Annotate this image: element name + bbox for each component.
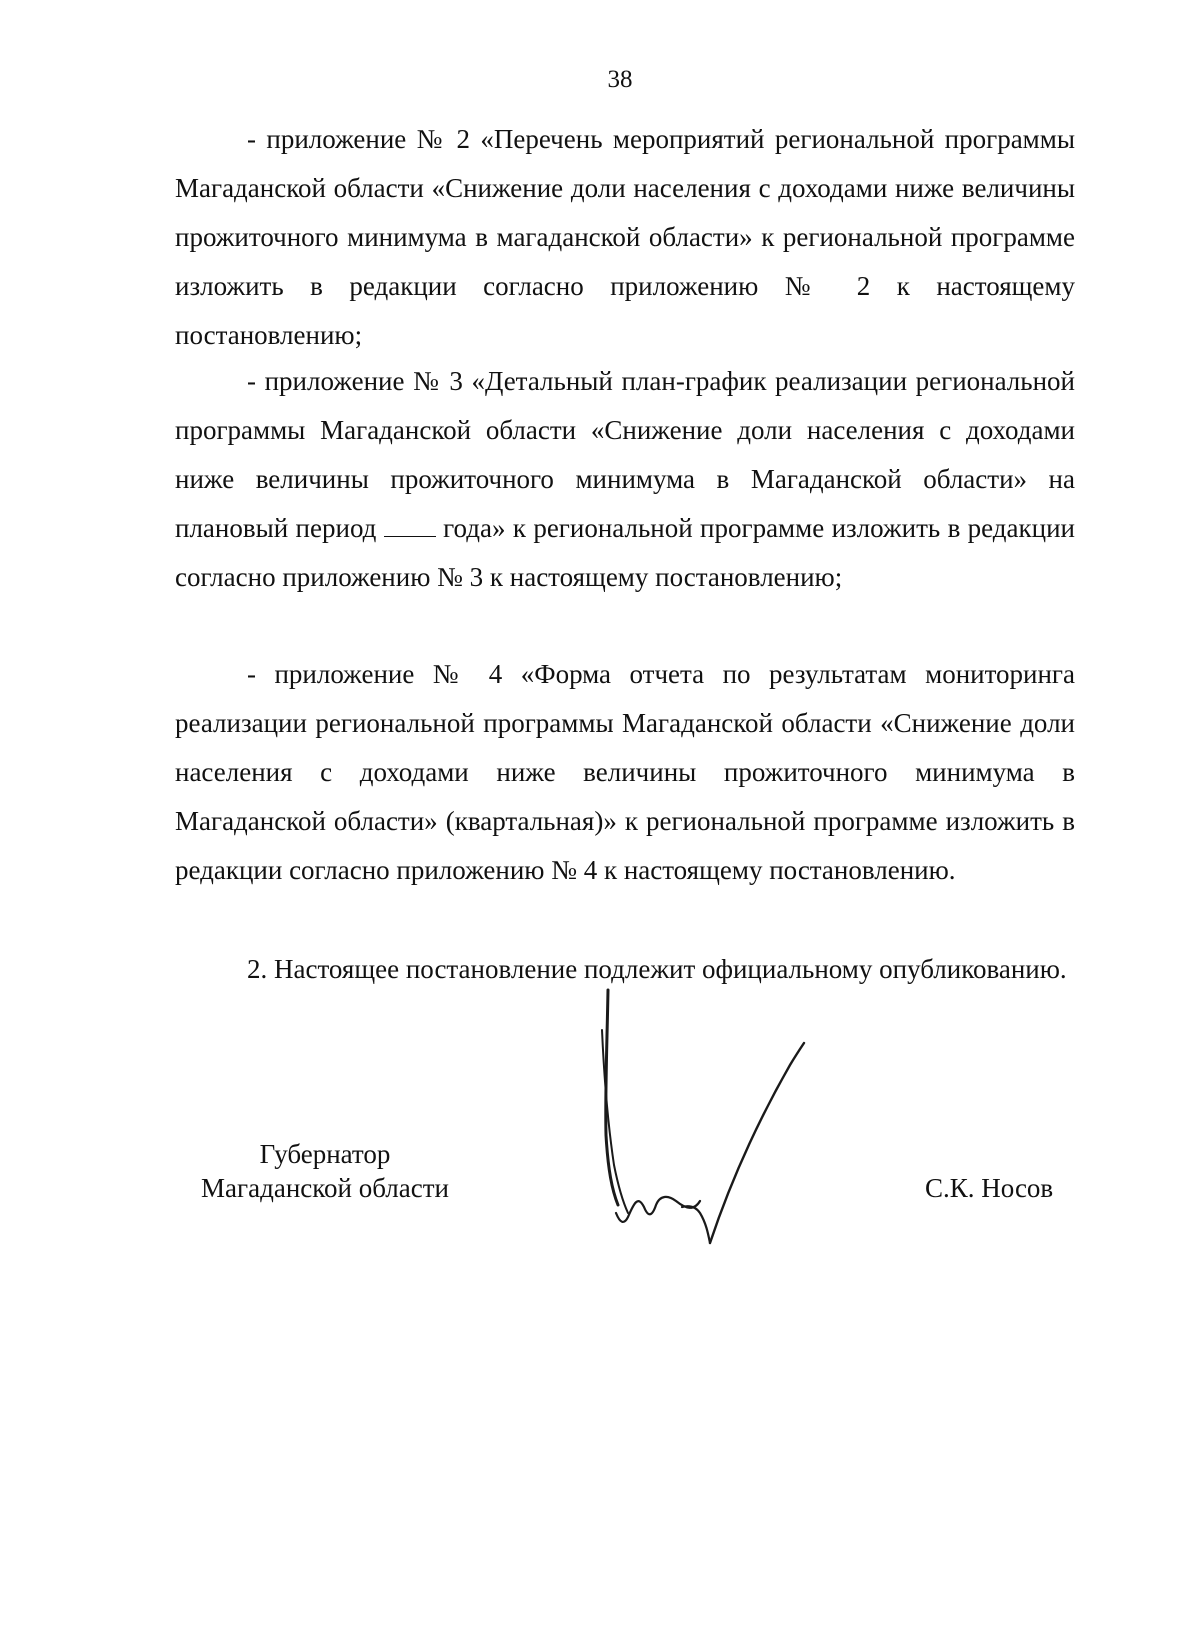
page-number: 38 <box>607 66 633 93</box>
paragraph-appendix-4: - приложение № 4 «Форма отчета по результатам мониторинга реализации региональной программы Магаданской области «Снижение доли населения с доходами ниже величины прожиточного минимума в Магаданской области» (квартальная)» к региональной программе изложить в редакции согласно приложению № 4 к настоящему постановлению. <box>175 659 1075 885</box>
paragraph-appendix-2: - приложение № 2 «Перечень мероприятий региональной программы Магаданской области «Снижение доли населения с доходами ниже величины прожиточного минимума в магаданской области» к региональной программе изложить в редакции согласно приложению № 2 к настоящему постановлению; <box>175 124 1075 350</box>
blank-year-field <box>384 535 436 537</box>
paragraph-publication: 2. Настоящее постановление подлежит официальному опубликованию. <box>247 954 1067 984</box>
signatory-title <box>175 1137 475 1205</box>
paragraph-appendix-3-start: - приложение № 3 «Детальный план-график реализации региональной программы Магаданской области «Снижение доли населения с доходами ниже величины прожиточного минимума в Магаданской области» на плановый период <box>175 366 1075 543</box>
signatory-title-line-2: Магаданской области <box>201 1173 449 1203</box>
paragraph-appendix-3-end: года» к региональной программе изложить в редакции согласно приложению № 3 к настоящему постановлению; <box>175 513 1075 592</box>
signatory-name: С.К. Носов <box>925 1173 1054 1203</box>
signatory-title-line-1: Губернатор <box>259 1139 391 1169</box>
handwritten-signature <box>590 985 840 1275</box>
paragraph-appendix-3 <box>175 357 1075 602</box>
